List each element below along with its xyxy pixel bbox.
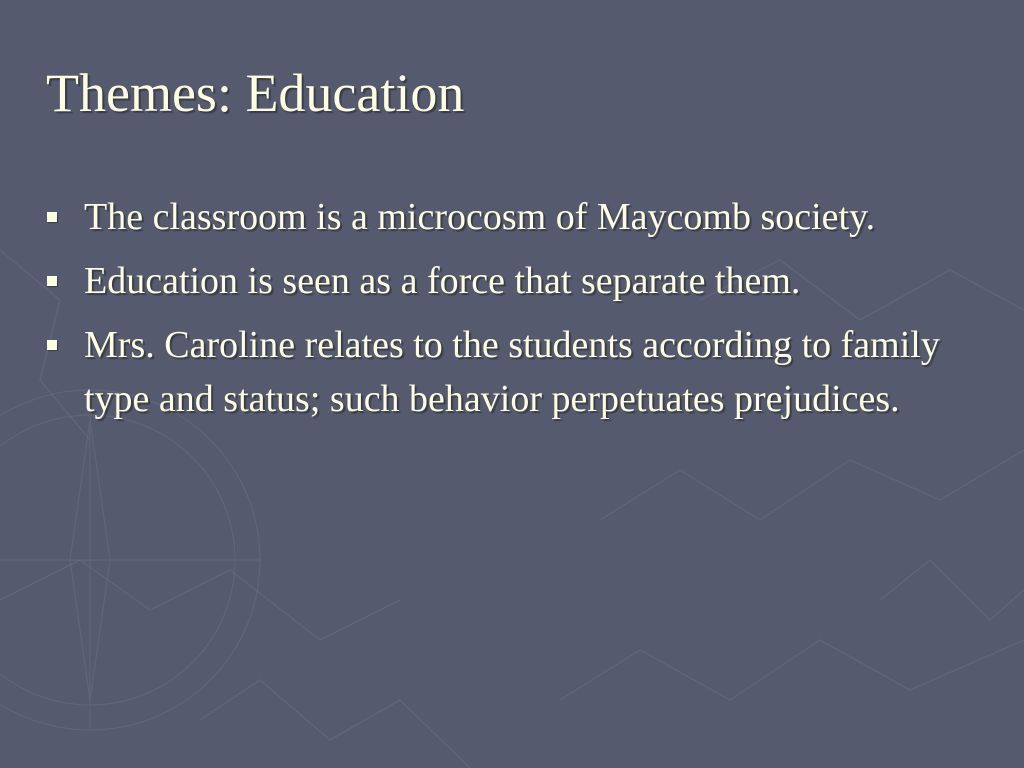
square-bullet-icon <box>47 212 57 222</box>
bullet-text: Mrs. Caroline relates to the students according to family type and status; such behavior perpetuates prejudices. <box>84 324 940 420</box>
square-bullet-icon <box>47 340 57 350</box>
slide-title: Themes: Education <box>46 63 465 123</box>
bullet-item <box>44 318 994 426</box>
bullet-text: The classroom is a microcosm of Maycomb society. <box>84 196 876 238</box>
bullet-item <box>44 190 994 244</box>
bullet-text: Education is seen as a force that separate them. <box>84 260 801 302</box>
bullet-item <box>44 254 994 308</box>
square-bullet-icon <box>47 276 57 286</box>
bullet-list <box>44 190 994 436</box>
